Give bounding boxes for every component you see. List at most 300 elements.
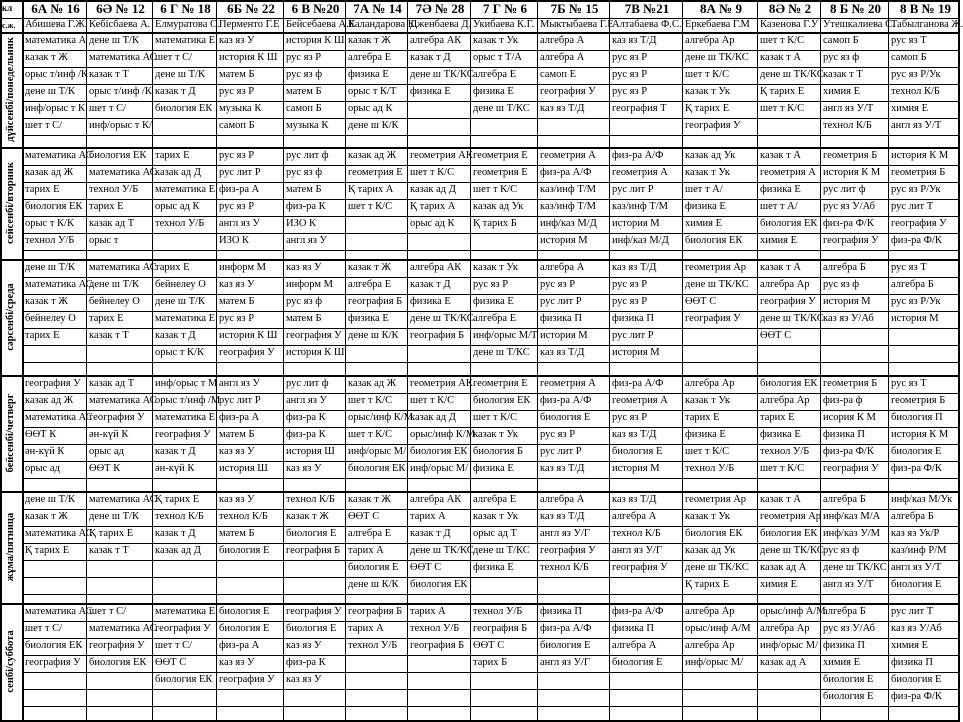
lesson-cell	[471, 673, 537, 688]
lesson-cell: география Б	[410, 330, 465, 341]
lesson-cell: рус яз ф	[286, 167, 323, 178]
lesson-cell: рус яз Р	[473, 279, 509, 290]
lesson-cell	[153, 690, 216, 705]
lesson-cell: геометрия Е	[473, 378, 528, 389]
lesson-cell: дене ш Т/К	[155, 296, 205, 307]
teacher-name: Утешкалиева С.	[823, 19, 895, 30]
lesson-cell: каз яз У	[219, 35, 255, 46]
lesson-cell: алгебра А	[540, 262, 585, 273]
lesson-cell: дене ш Т/КС	[473, 103, 530, 114]
lesson-cell	[23, 346, 86, 361]
grid-line	[86, 0, 87, 720]
lesson-cell: физика Е	[760, 429, 801, 440]
lesson-cell: шет т С/	[89, 103, 127, 114]
lesson-cell: геометрия А	[612, 395, 668, 406]
lesson-cell: математика АС	[25, 606, 93, 617]
lesson-cell: рус лит Р	[219, 395, 261, 406]
lesson-cell	[889, 329, 960, 344]
lesson-cell: технол У/Б	[410, 623, 460, 634]
lesson-cell: физика Е	[348, 69, 389, 80]
lesson-cell: физика П	[540, 313, 582, 324]
class-header: 8 Б № 20	[830, 1, 881, 16]
lesson-cell	[23, 690, 86, 705]
lesson-cell: рус лит Р	[540, 446, 582, 457]
lesson-cell: география У	[25, 378, 81, 389]
lesson-cell	[821, 346, 888, 361]
day-label: сейсенбі/вторник	[5, 162, 16, 244]
lesson-cell: биология Е	[891, 579, 942, 590]
lesson-cell: казак ад Т	[89, 378, 135, 389]
lesson-cell: шет т К/С	[473, 184, 518, 195]
class-header: 7Б № 15	[550, 1, 599, 16]
lesson-cell: казак ад Ж	[348, 150, 397, 161]
lesson-cell: информ М	[286, 279, 333, 290]
lesson-cell: дене ш Т/К	[89, 35, 139, 46]
lesson-cell: бейнелеу О	[25, 313, 76, 324]
lesson-cell: англ яз У	[286, 395, 327, 406]
lesson-cell: технол К/Б	[286, 494, 335, 505]
lesson-cell: орыс т/инф /К	[89, 86, 152, 97]
lesson-cell: матем Б	[219, 69, 255, 80]
lesson-cell: казак ад Ук	[685, 545, 736, 556]
lesson-cell: рус яз Р	[219, 150, 255, 161]
lesson-cell: музыка К	[286, 120, 329, 131]
lesson-cell	[346, 690, 407, 705]
lesson-cell: дене ш К/К	[348, 330, 399, 341]
lesson-cell: каз яз У/Аб	[891, 623, 942, 634]
lesson-cell	[408, 690, 470, 705]
lesson-cell: ӨӨТ К	[89, 463, 121, 474]
lesson-cell: история К М	[823, 167, 881, 178]
lesson-cell: дене ш ТК/КС	[685, 52, 749, 63]
lesson-cell	[346, 346, 407, 361]
lesson-cell: рус яз Т	[891, 262, 927, 273]
lesson-cell: математика АС	[89, 395, 157, 406]
lesson-cell	[610, 690, 682, 705]
lesson-cell: казак т Ук	[685, 86, 730, 97]
grid-line	[609, 0, 610, 720]
lesson-cell: казак ад Ук	[473, 201, 524, 212]
lesson-cell: Қ тарих Б	[473, 218, 517, 229]
lesson-cell: каз яз У/Аб	[823, 313, 874, 324]
lesson-cell: биология Е	[823, 691, 874, 702]
lesson-cell: казак т Ж	[348, 494, 391, 505]
lesson-cell: география Б	[286, 545, 341, 556]
lesson-cell: дене ш Т/К	[155, 69, 205, 80]
lesson-cell: алгебра АК	[410, 494, 462, 505]
lesson-cell: дене ш Т/КС	[473, 545, 530, 556]
lesson-cell	[610, 673, 682, 688]
lesson-cell: алгебра А	[540, 52, 585, 63]
lesson-cell: химия Е	[685, 218, 723, 229]
lesson-cell: каз/инф Т/М	[612, 201, 669, 212]
lesson-cell: физика Е	[410, 86, 451, 97]
teacher-name: Казенова Г.У	[760, 19, 819, 30]
lesson-cell: алгебра А	[612, 640, 657, 651]
lesson-cell: физ-ра А/Ф	[612, 606, 664, 617]
lesson-cell: биология ЕК	[89, 657, 147, 668]
lesson-cell	[217, 690, 283, 705]
lesson-cell: химия Е	[891, 640, 929, 651]
teacher-name: Алтабаева Ф.С.	[612, 19, 682, 30]
lesson-cell: геометрия Ар	[685, 262, 747, 273]
lesson-cell: орыс ад К	[348, 103, 393, 114]
lesson-cell	[87, 690, 152, 705]
lesson-cell: химия Е	[760, 235, 798, 246]
lesson-cell: рус яз Р/Ук	[891, 69, 941, 80]
lesson-cell: казак т Ук	[473, 429, 518, 440]
lesson-cell: тарих Е	[760, 412, 795, 423]
lesson-cell: ӨӨТ С	[348, 511, 380, 522]
lesson-cell: казак т А	[760, 52, 801, 63]
lesson-cell: биология ЕК	[410, 446, 468, 457]
lesson-cell: англ яз У/Т	[891, 562, 942, 573]
lesson-cell: химия Е	[823, 657, 861, 668]
lesson-cell: технол К/Б	[155, 511, 204, 522]
lesson-cell: геометрия Е	[473, 167, 528, 178]
lesson-cell: дене ш ТК/КС	[760, 313, 824, 324]
lesson-cell: матем Б	[219, 528, 255, 539]
lesson-cell: информ М	[219, 262, 266, 273]
lesson-cell: самоп Б	[286, 103, 322, 114]
lesson-cell: орыс т К/Т	[348, 86, 397, 97]
lesson-cell: физика Е	[348, 313, 389, 324]
day-label: сәрсенбі/среда	[5, 283, 16, 351]
class-header: 7А № 14	[353, 1, 402, 16]
grid-line	[537, 0, 538, 720]
lesson-cell: технол К/Б	[540, 562, 589, 573]
class-header: 8 В № 19	[900, 1, 951, 16]
lesson-cell: ӨӨТ С	[410, 562, 442, 573]
lesson-cell: технол К/Б	[891, 86, 940, 97]
lesson-cell: биология ЕК	[155, 674, 213, 685]
lesson-cell: математика Е	[155, 606, 216, 617]
lesson-cell: физика П	[612, 313, 654, 324]
lesson-cell: физика Е	[760, 184, 801, 195]
lesson-cell: биология Е	[348, 562, 399, 573]
lesson-cell: казак т Д	[410, 279, 451, 290]
lesson-cell: тарих Е	[25, 330, 60, 341]
lesson-cell: биология Е	[612, 446, 663, 457]
lesson-cell: инф/орыс М/	[685, 657, 744, 668]
lesson-cell: рус яз Р/Ук	[891, 184, 941, 195]
lesson-cell: шет т С/	[89, 606, 127, 617]
lesson-cell: биология ЕК	[685, 528, 743, 539]
lesson-cell	[408, 102, 470, 117]
lesson-cell: биология Е	[612, 657, 663, 668]
lesson-cell: география У	[89, 412, 145, 423]
lesson-cell: физ-ра А/Ф	[612, 378, 664, 389]
grid-line	[888, 0, 889, 720]
lesson-cell	[408, 656, 470, 671]
lesson-cell: алгебра АК	[410, 262, 462, 273]
lesson-cell: геометрия Е	[473, 150, 528, 161]
lesson-cell: каз яз У	[219, 657, 255, 668]
lesson-cell	[471, 578, 537, 593]
lesson-cell: география У	[823, 235, 879, 246]
lesson-cell: матем Б	[286, 184, 322, 195]
lesson-cell: рус яз ф	[823, 545, 860, 556]
lesson-cell: биология Е	[540, 640, 591, 651]
lesson-cell: казак т А	[760, 150, 801, 161]
lesson-cell: каз яз У	[219, 446, 255, 457]
lesson-cell: алгебра Ар	[760, 279, 810, 290]
day-label: дүйсенбі/понедельник	[5, 37, 16, 142]
lesson-cell: инф/каз М/Ук	[891, 494, 953, 505]
lesson-cell: дене ш ТК/КС	[823, 562, 887, 573]
lesson-cell: история М	[823, 296, 871, 307]
lesson-cell: география У	[540, 86, 596, 97]
lesson-cell: казак т Ж	[348, 35, 391, 46]
lesson-cell: биология Е	[823, 674, 874, 685]
lesson-cell: геометрия Е	[348, 167, 403, 178]
class-header: 6Б № 22	[227, 1, 275, 16]
lesson-cell: рус яз Р	[219, 313, 255, 324]
lesson-cell: дене ш Т/КС	[473, 347, 530, 358]
lesson-cell: рус яз Р	[612, 279, 648, 290]
lesson-cell: казак т Ук	[685, 167, 730, 178]
lesson-cell: геометрия Ар	[760, 511, 822, 522]
lesson-cell: шет т А/	[685, 184, 723, 195]
lesson-cell: орыс т/инф /М	[155, 395, 221, 406]
lesson-cell: физика Е	[685, 201, 726, 212]
lesson-cell: шет т С/	[25, 120, 63, 131]
lesson-cell: физ-ра К	[286, 201, 326, 212]
lesson-cell: рус лит ф	[823, 184, 866, 195]
lesson-cell: физ-ра А	[219, 640, 260, 651]
lesson-cell: технол У/Б	[760, 446, 810, 457]
lesson-cell: инф/орыс т М	[155, 378, 218, 389]
class-header: 7Ә № 28	[415, 1, 465, 16]
lesson-cell: рус яз Р	[219, 201, 255, 212]
lesson-cell: каз яз Ук/Р	[891, 528, 940, 539]
lesson-cell: рус лит Р	[612, 184, 654, 195]
lesson-cell: шет т К/С	[760, 103, 805, 114]
class-header: 8Ә № 2	[768, 1, 812, 16]
lesson-cell: геометрия АК	[410, 150, 473, 161]
lesson-cell: казак т Д	[410, 52, 451, 63]
lesson-cell: тарих Е	[155, 150, 190, 161]
lesson-cell: геометрия Б	[823, 378, 878, 389]
day-label: бейсенбі/четверг	[5, 393, 16, 473]
lesson-cell: каз/инф Т/М	[540, 201, 597, 212]
teacher-name: Перменто Г.Е	[219, 19, 280, 30]
lesson-cell	[758, 346, 820, 361]
teacher-name: Елмуратова С.	[155, 19, 220, 30]
lesson-cell: биология Е	[891, 674, 942, 685]
lesson-cell: казак т Ук	[473, 262, 518, 273]
lesson-cell: матем Б	[286, 86, 322, 97]
lesson-cell: технол У/Б	[685, 463, 735, 474]
lesson-cell: Қ тарих Е	[685, 579, 730, 590]
lesson-cell: шет т К/С	[760, 463, 805, 474]
lesson-cell	[538, 119, 609, 134]
lesson-cell: ӨӨТ С	[685, 296, 717, 307]
lesson-cell: технол У/Б	[155, 218, 205, 229]
class-header: 8А № 9	[700, 1, 742, 16]
lesson-cell: рус лит Р	[612, 330, 654, 341]
lesson-cell	[153, 119, 216, 134]
lesson-cell: физ-ра Ф/К	[891, 691, 942, 702]
lesson-cell: бейнелеу О	[155, 279, 206, 290]
lesson-cell: физ-ра К	[286, 412, 326, 423]
lesson-cell: каз яз Т/Д	[540, 103, 585, 114]
teacher-name: Бейсебаева А.Е	[286, 19, 356, 30]
lesson-cell: орыс т	[89, 235, 119, 246]
lesson-cell	[683, 673, 757, 688]
lesson-cell: шет т К/С	[348, 429, 393, 440]
lesson-cell: ӨӨТ С	[760, 330, 792, 341]
lesson-cell: шет т С/	[25, 623, 63, 634]
lesson-cell: геометрия Б	[891, 167, 946, 178]
lesson-cell: физ-ра Ф/К	[823, 446, 874, 457]
lesson-cell: физ-ра Ф/К	[891, 463, 942, 474]
lesson-cell: инф/орыс М/Т	[473, 330, 538, 341]
lesson-cell: орыс/инф А/М	[685, 623, 751, 634]
lesson-cell: биология Е	[286, 528, 337, 539]
lesson-cell: физика Е	[473, 296, 514, 307]
lesson-cell: алгебра Е	[473, 313, 517, 324]
lesson-cell: казак т Т	[823, 69, 863, 80]
lesson-cell: каз яз Т/Д	[540, 463, 585, 474]
lesson-cell: география У	[25, 657, 81, 668]
lesson-cell	[153, 561, 216, 576]
lesson-cell: математика Е	[155, 313, 216, 324]
lesson-cell: физ-ра Ф/К	[891, 235, 942, 246]
lesson-cell: физ-ра К	[286, 429, 326, 440]
lesson-cell: инф/каз М/Д	[612, 235, 669, 246]
lesson-cell: Қ тарих Е	[155, 494, 200, 505]
lesson-cell: шет т К/С	[473, 412, 518, 423]
lesson-cell: орыс ад Т	[473, 528, 517, 539]
grid-line	[820, 0, 821, 720]
lesson-cell: рус яз ф	[286, 296, 323, 307]
lesson-cell: англ яз У	[286, 235, 327, 246]
lesson-cell: математика Е	[155, 412, 216, 423]
lesson-cell	[758, 673, 820, 688]
lesson-cell: шет т К/С	[410, 395, 455, 406]
lesson-cell: тарих Е	[89, 201, 124, 212]
lesson-cell: орыс ад	[25, 463, 60, 474]
lesson-cell: биология ЕК	[410, 579, 468, 590]
lesson-cell: инф/орыс т К	[25, 103, 86, 114]
lesson-cell	[683, 690, 757, 705]
lesson-cell: ән-күй К	[25, 446, 65, 457]
lesson-cell: Қ тарих Е	[89, 528, 134, 539]
grid-line	[470, 0, 471, 720]
lesson-cell: история К Ш	[286, 35, 345, 46]
lesson-cell: алгебра Ар	[760, 395, 810, 406]
lesson-cell: орыс т К/К	[155, 347, 204, 358]
lesson-cell: физ-ра К	[286, 657, 326, 668]
lesson-cell: алгебра А	[612, 511, 657, 522]
lesson-cell: рус яз Т	[891, 35, 927, 46]
lesson-cell: математика Е	[155, 184, 216, 195]
lesson-cell	[538, 690, 609, 705]
lesson-cell: дене ш Т/К	[89, 279, 139, 290]
lesson-cell: технол К/Б	[219, 511, 268, 522]
lesson-cell: рус яз Р	[219, 86, 255, 97]
lesson-cell: каз яз Т/Д	[612, 262, 657, 273]
lesson-cell: казак т Д	[155, 528, 196, 539]
lesson-cell: каз яз У	[219, 494, 255, 505]
lesson-cell	[471, 690, 537, 705]
lesson-cell: казак т Ж	[25, 296, 68, 307]
lesson-cell: рус яз Р	[612, 296, 648, 307]
lesson-cell: математика АС	[89, 623, 157, 634]
lesson-cell: география У	[89, 640, 145, 651]
lesson-cell: казак т Т	[89, 545, 129, 556]
lesson-cell: дене ш ТК/КС	[685, 279, 749, 290]
lesson-cell: алгебра Ар	[685, 35, 735, 46]
grid-line	[0, 0, 2, 720]
lesson-cell: исория К М	[823, 412, 876, 423]
lesson-cell: тарих Е	[155, 262, 190, 273]
lesson-cell: рус яз ф	[286, 69, 323, 80]
lesson-cell: орыс/инф К/М	[410, 429, 476, 440]
lesson-cell: математика АС	[25, 528, 93, 539]
lesson-cell: география У	[612, 562, 668, 573]
lesson-cell: алгебра Б	[891, 511, 934, 522]
lesson-cell: физика П	[823, 429, 865, 440]
lesson-cell: алгебра Ар	[685, 640, 735, 651]
lesson-cell: орыс ад К	[155, 201, 200, 212]
lesson-cell: каз/инф Т/М	[540, 184, 597, 195]
lesson-cell: англ яз У/Т	[823, 579, 874, 590]
teacher-name: Дженбаева Д.	[410, 19, 472, 30]
lesson-cell: дене ш Т/К	[25, 86, 75, 97]
lesson-cell	[821, 329, 888, 344]
lesson-cell: дене ш ТК/КС	[685, 562, 749, 573]
lesson-cell: математика АС	[25, 279, 93, 290]
lesson-cell: рус яз Р	[540, 429, 576, 440]
lesson-cell: география У	[155, 623, 211, 634]
lesson-cell: история К Ш	[219, 52, 278, 63]
lesson-cell: рус яз Р/Ук	[891, 296, 941, 307]
lesson-cell: физ-ра А/Ф	[540, 623, 592, 634]
lesson-cell: Қ тарих А	[410, 201, 456, 212]
lesson-cell: математика АС	[89, 52, 157, 63]
lesson-cell	[610, 578, 682, 593]
lesson-cell: казак т Ж	[25, 52, 68, 63]
lesson-cell: казак ад Д	[410, 184, 456, 195]
lesson-cell: история Ш	[286, 446, 335, 457]
lesson-cell: химия Е	[760, 579, 798, 590]
lesson-cell	[610, 119, 682, 134]
lesson-cell: биология ЕК	[473, 395, 531, 406]
lesson-cell: геометрия А	[612, 167, 668, 178]
lesson-cell: технол К/Б	[823, 120, 872, 131]
lesson-cell: англ яз У	[219, 378, 260, 389]
lesson-cell	[217, 578, 283, 593]
lesson-cell: физ-ра А	[219, 412, 260, 423]
lesson-cell: география У	[155, 429, 211, 440]
lesson-cell: технол У/Б	[89, 184, 139, 195]
lesson-cell: физ-ра А	[219, 184, 260, 195]
lesson-cell: шет т К/С	[348, 395, 393, 406]
lesson-cell: рус яз Т	[891, 378, 927, 389]
lesson-cell: биология Е	[219, 606, 270, 617]
lesson-cell	[23, 561, 86, 576]
class-header: 6 Г № 18	[160, 1, 211, 16]
lesson-cell: физика Е	[685, 429, 726, 440]
lesson-cell: рус яз ф	[823, 52, 860, 63]
lesson-cell: музыка К	[219, 103, 262, 114]
lesson-cell	[758, 690, 820, 705]
lesson-cell: география Б	[348, 606, 403, 617]
lesson-cell: англ яз У/Г	[612, 545, 662, 556]
lesson-cell: казак ад Д	[155, 545, 201, 556]
